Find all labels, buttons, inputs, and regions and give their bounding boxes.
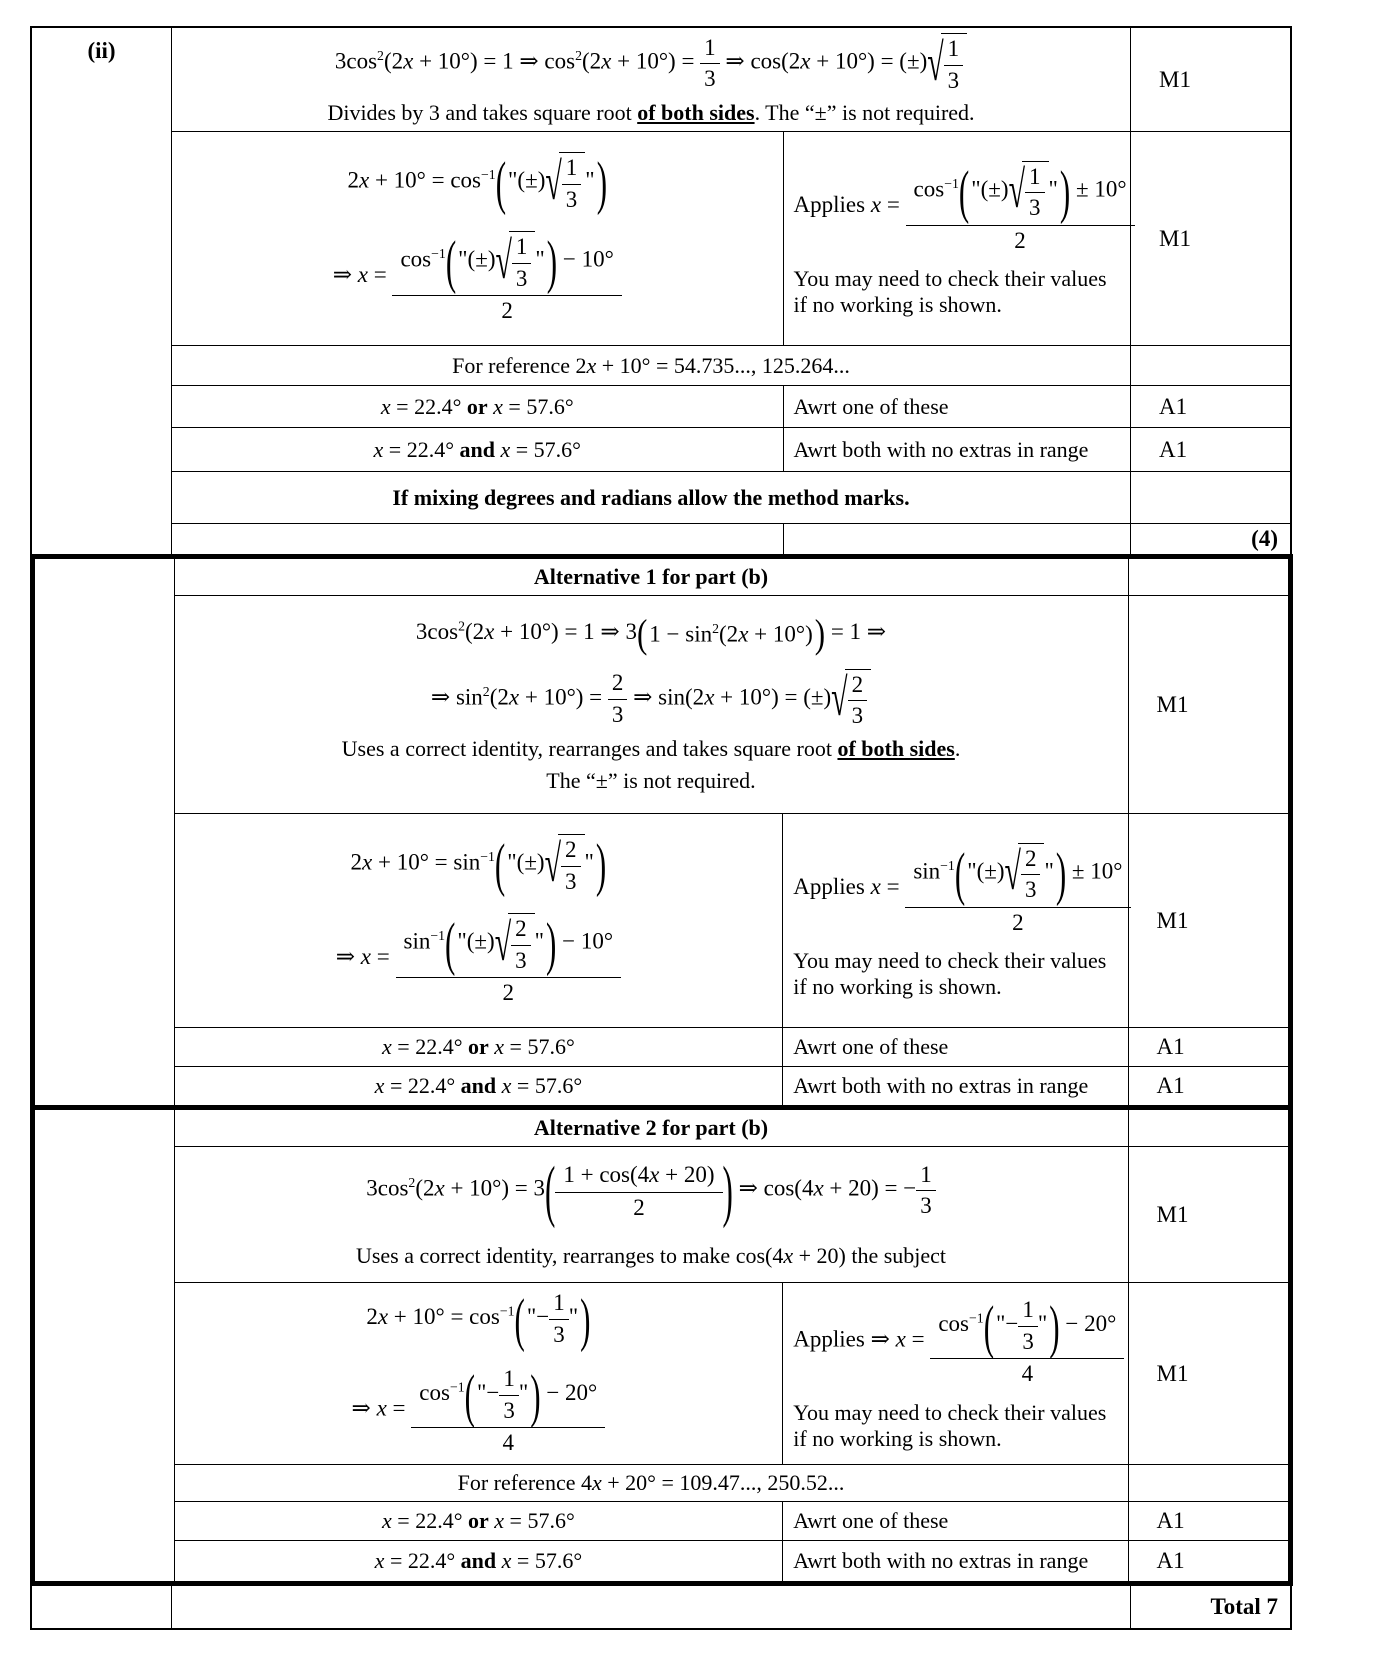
row-method-2 [172, 132, 1290, 346]
part-total-cell [1130, 524, 1290, 554]
row-part-total [172, 524, 1290, 554]
row-alt1-answer-or [175, 1028, 1288, 1067]
mark-cell-m1-f [1128, 1283, 1288, 1464]
awrt-both-cell [783, 1541, 1127, 1581]
mark-cell-a1-c [1128, 1028, 1288, 1066]
empty-cell [784, 524, 1130, 554]
empty-cell [172, 524, 784, 554]
grand-total-cell [1130, 1586, 1290, 1628]
alt1-working-cell [175, 814, 784, 1027]
method-1-cell [172, 28, 1130, 131]
alt2-applies-formula: Applies ⇒ x = $\cos^{-1}$ ( "− $\frac{1}{3}$ " ) − 20° 4 [793, 1295, 1119, 1387]
mark-a1: A1 [1159, 436, 1188, 462]
answer-and-cell [175, 1541, 784, 1581]
equation-divide-sqrt: $3\cos^2(2x + 10^\circ) = 1$ ⇒ $\cos^2(2x + 10^\circ)$ = $\frac{1}{3}$ ⇒ cos(2x + 10°) = (±) √ $\frac{1}{3}$ [182, 33, 1120, 94]
mark-cell-empty [1128, 559, 1288, 595]
alternatives-box [30, 554, 1293, 1586]
mark-cell-empty [1128, 1110, 1288, 1146]
mark-m1: M1 [1156, 1360, 1189, 1386]
check-values-note: You may need to check their values if no working is shown. [793, 266, 1107, 318]
part-ii-rows [172, 28, 1290, 554]
answer-and-cell [175, 1067, 784, 1105]
mark-m1: M1 [1156, 907, 1189, 933]
answer-or-cell [175, 1502, 784, 1540]
part-label-cell-empty [35, 1110, 175, 1581]
reference-values: For reference 2x + 10° = 54.735..., 125.264... [452, 352, 850, 378]
working-cell [172, 132, 784, 345]
row-alt2-header [175, 1110, 1288, 1147]
check-values-note: You may need to check their values if no working is shown. [793, 1399, 1107, 1451]
mark-a1: A1 [1156, 1073, 1185, 1098]
mark-scheme-table [30, 26, 1292, 1630]
mixing-note-cell [172, 472, 1130, 523]
awrt-one-cell [783, 1502, 1127, 1540]
working-line-2: ⇒ x = $\cos^{-1}$ ( "(±) √ $\frac{1}{3}$ " ) − 10° 2 [178, 229, 777, 324]
alt2-header: Alternative 2 for part (b) [533, 1115, 769, 1140]
mark-a1: A1 [1156, 1034, 1185, 1059]
mark-cell-a1-b [1130, 428, 1290, 471]
reference-cell [172, 346, 1130, 385]
row-answer-or [172, 386, 1290, 428]
row-alt1-answer-and [175, 1067, 1288, 1105]
row-alt2-method-1 [175, 1147, 1288, 1283]
mark-cell-m1-e [1128, 1147, 1288, 1282]
part-label-cell-empty [32, 1586, 172, 1628]
row-alt2-reference [175, 1465, 1288, 1502]
answer-and: x = 22.4° and x = 57.6° [374, 1548, 583, 1573]
alt1-equation-line-1: $3\cos^2(2x + 10^\circ) = 1$ ⇒ 3 ( $1 - \sin^2(2x + 10^\circ)$ ) = 1 ⇒ [415, 611, 887, 657]
alt2-working-cell [175, 1283, 784, 1464]
mixing-note: If mixing degrees and radians allow the method marks. [392, 484, 910, 510]
alt1-equation-line-2: ⇒ $\sin^2(2x + 10^\circ)$ = $\frac{2}{3}$ ⇒ sin(2x + 10°) = (±) √ $\frac{2}{3}$ [185, 669, 1118, 730]
mark-m1: M1 [1156, 1201, 1189, 1227]
alt1-guidance-cell [783, 814, 1127, 1027]
alt1-header-cell [175, 559, 1128, 595]
alt2-reference-cell [175, 1465, 1128, 1501]
empty-cell [172, 1586, 1130, 1628]
mark-a1: A1 [1156, 1508, 1185, 1533]
awrt-one-cell [784, 386, 1130, 427]
working-line-1: $2x + 10^\circ = \cos^{-1}$ ( "(±) √ $\frac{1}{3}$ " ) [347, 149, 608, 216]
awrt-both-cell [784, 428, 1130, 471]
section-alternative-1 [35, 559, 1288, 1105]
part-label-cell [32, 28, 172, 554]
mark-cell-a1-e [1128, 1502, 1288, 1540]
applies-formula: Applies x = $\cos^{-1}$ ( "(±) √ $\frac{1}{3}$ " ) ± 10° 2 [794, 159, 1122, 254]
section-alternative-2 [35, 1105, 1288, 1581]
awrt-one-note: Awrt one of these [793, 1034, 949, 1059]
mark-m1: M1 [1159, 66, 1191, 92]
grand-total: Total 7 [1210, 1594, 1278, 1619]
awrt-both-cell [783, 1067, 1127, 1105]
mark-cell-m1-b [1130, 132, 1290, 345]
mark-m1: M1 [1156, 691, 1189, 717]
alt1-working-line-1: $2x + 10^\circ = \sin^{-1}$ ( "(±) √ $\frac{2}{3}$ " ) [350, 831, 607, 898]
row-method-1 [172, 28, 1290, 132]
alt2-guidance-cell [783, 1283, 1127, 1464]
awrt-both-note: Awrt both with no extras in range [793, 1548, 1089, 1573]
answer-or-cell [175, 1028, 784, 1066]
answer-and: x = 22.4° and x = 57.6° [374, 1073, 583, 1098]
alt2-working-line-2: ⇒ x = $\cos^{-1}$ ( "− $\frac{1}{3}$ " ) − 20° 4 [181, 1364, 777, 1456]
mark-cell-empty [1130, 346, 1290, 385]
mark-cell-m1-c [1128, 596, 1288, 813]
alt2-reference-values: For reference 4x + 20° = 109.47..., 250.52... [457, 1470, 845, 1495]
row-mixing-note [172, 472, 1290, 524]
answer-or: x = 22.4° or x = 57.6° [382, 1508, 575, 1533]
awrt-both-note: Awrt both with no extras in range [793, 436, 1089, 462]
alt2-identity-cell [175, 1147, 1128, 1282]
answer-and-cell [172, 428, 784, 471]
alt1-working-line-2: ⇒ x = $\sin^{-1}$ ( "(±) √ $\frac{2}{3}$ " ) − 10° 2 [181, 911, 777, 1006]
answer-or: x = 22.4° or x = 57.6° [382, 1034, 575, 1059]
answer-or-cell [172, 386, 784, 427]
mark-a1: A1 [1159, 393, 1188, 419]
mark-cell-m1-a [1130, 28, 1290, 131]
alt2-equation-note: Uses a correct identity, rearranges to make cos(4x + 20) the subject [355, 1242, 947, 1268]
mark-a1: A1 [1156, 1548, 1185, 1573]
check-values-note: You may need to check their values if no working is shown. [793, 948, 1107, 1000]
row-grand-total [172, 1586, 1290, 1628]
part-total: (4) [1251, 526, 1278, 551]
part-label-cell-empty [35, 559, 175, 1105]
alt1-identity-cell [175, 596, 1128, 813]
section-part-ii [32, 28, 1290, 554]
answer-and: x = 22.4° and x = 57.6° [373, 436, 581, 462]
awrt-one-note: Awrt one of these [793, 1508, 949, 1533]
mark-cell-a1-f [1128, 1541, 1288, 1581]
alternative-2-rows [175, 1110, 1288, 1581]
row-alt2-answer-or [175, 1502, 1288, 1541]
awrt-one-note: Awrt one of these [793, 393, 949, 419]
row-alt1-method-1 [175, 596, 1288, 814]
answer-or: x = 22.4° or x = 57.6° [380, 393, 574, 419]
awrt-both-note: Awrt both with no extras in range [793, 1073, 1089, 1098]
awrt-one-cell [783, 1028, 1127, 1066]
guidance-cell [784, 132, 1130, 345]
mark-cell-a1-a [1130, 386, 1290, 427]
part-label: (ii) [87, 38, 116, 63]
mark-cell-m1-d [1128, 814, 1288, 1027]
alt1-applies-formula: Applies x = $\sin^{-1}$ ( "(±) √ $\frac{2}{3}$ " ) ± 10° 2 [793, 841, 1119, 936]
row-alt2-answer-and [175, 1541, 1288, 1581]
row-alt1-header [175, 559, 1288, 596]
row-answer-and [172, 428, 1290, 472]
equation-divide-sqrt-note: Divides by 3 and takes square root of both sides. The “±” is not required. [327, 99, 975, 125]
alt1-header: Alternative 1 for part (b) [533, 564, 769, 589]
row-alt1-method-2 [175, 814, 1288, 1028]
section-total [32, 1586, 1290, 1628]
alt2-header-cell [175, 1110, 1128, 1146]
mark-cell-a1-d [1128, 1067, 1288, 1105]
alternative-1-rows [175, 559, 1288, 1105]
row-reference [172, 346, 1290, 386]
alt2-equation: $3\cos^2(2x + 10^\circ) = 3$ ( $\frac{1 + \cos(4x + 20)}{2}$ ) ⇒ cos(4x + 20) = − $\frac{1}{3}$ [185, 1160, 1118, 1221]
alt1-equation-note-2: The “±” is not required. [546, 767, 756, 793]
row-alt2-method-2 [175, 1283, 1288, 1465]
mark-cell-empty [1130, 472, 1290, 523]
alt2-working-line-1: $2x + 10^\circ = \cos^{-1}$ ( "− $\frac{1}{3}$ " ) [366, 1285, 591, 1353]
mark-m1: M1 [1159, 225, 1191, 251]
mark-cell-empty [1128, 1465, 1288, 1501]
alt1-equation-note-1: Uses a correct identity, rearranges and takes square root of both sides. [341, 735, 961, 761]
